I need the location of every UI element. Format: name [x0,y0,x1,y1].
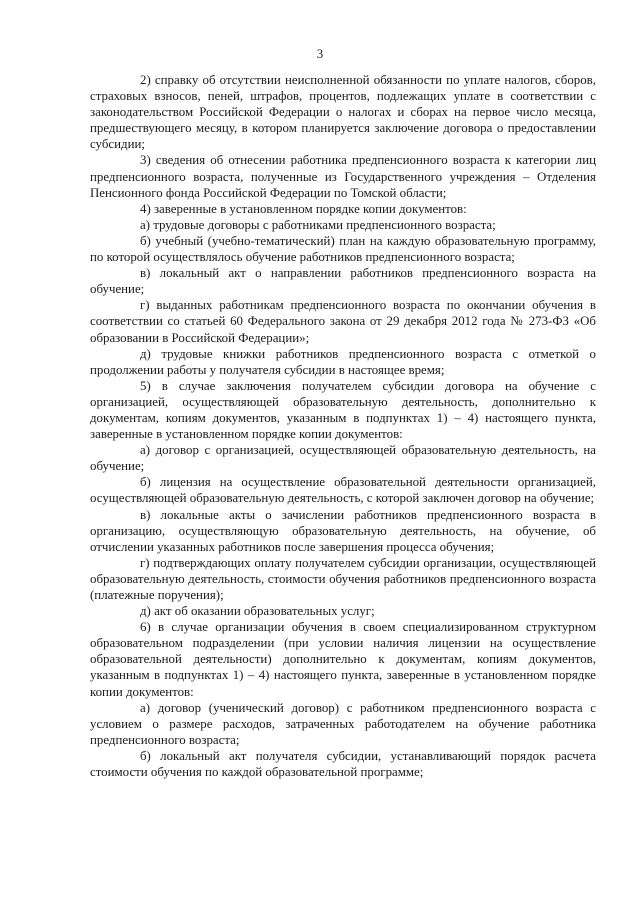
paragraph-subitem-4a: а) трудовые договоры с работниками предпенсионного возраста; [140,217,496,232]
paragraph-subitem-4b: б) учебный (учебно-тематический) план на каждую образовательную программу, по которой осуществлялось обучение работников предпенсионного возраста; [90,233,596,265]
paragraph-subitem-6b: б) локальный акт получателя субсидии, устанавливающий порядок расчета стоимости обучения по каждой образовательной программе; [90,748,596,780]
paragraph-subitem-5d: д) акт об оказании образовательных услуг; [140,604,375,619]
paragraph-subitem-5g: г) подтверждающих оплату получателем субсидии организации, осуществляющей образовательную деятельность, стоимости обучения работников предпенсионного возраста (платежные поручения); [90,555,596,602]
paragraph-subitem-5b: б) лицензия на осуществление образовательной деятельности организацией, осуществляющей образовательную деятельность, с которой заключен договор на обучение; [90,475,596,506]
paragraph-subitem-5a: а) договор с организацией, осуществляющей образовательную деятельность, на обучение; [90,443,596,474]
paragraph-item-3: 3) сведения об отнесении работника предпенсионного возраста к категории лиц предпенсионного возраста, полученные из Государственного учреждения – Отделения Пенсионного фонда Российской Федерации по Томской области; [90,153,596,200]
paragraph-item-5: 5) в случае заключения получателем субсидии договора на обучение с организацией, осуществляющей образовательную деятельность, дополнительно к документам, копиям документов, указанным в подпунктах 1) – 4) настоящего пункта, заверенные в установленном порядке копии документов: [90,378,596,442]
paragraph-subitem-4g: г) выданных работникам предпенсионного возраста по окончании обучения в соответствии со статьей 60 Федерального закона от 29 декабря 2012 года № 273-ФЗ «Об образовании в Российской Федерации»; [90,298,596,345]
paragraph-subitem-5v: в) локальные акты о зачислении работников предпенсионного возраста в организацию, осуществляющую образовательную деятельность, на обучение, об отчислении указанных работников после завершения процесса обучения; [90,507,596,554]
paragraph-item-4: 4) заверенные в установленном порядке копии документов: [140,201,467,216]
page-number: 3 [316,47,324,61]
paragraph-subitem-4d: д) трудовые книжки работников предпенсионного возраста с отметкой о продолжении работы у получателя субсидии в настоящее время; [90,346,596,377]
paragraph-item-2: 2) справку об отсутствии неисполненной обязанности по уплате налогов, сборов, страховых взносов, пеней, штрафов, процентов, подлежащих уплате в соответствии с законодательством Российской Федерации о налогах и сборах на первое число месяца, предшествующего месяцу, в котором планируется заключение договора о предоставлении субсидии; [90,73,596,152]
paragraph-subitem-6a: а) договор (ученический договор) с работником предпенсионного возраста с условием о размере расходов, затраченных работодателем на обучение работника предпенсионного возраста; [90,700,596,747]
paragraph-subitem-4v: в) локальный акт о направлении работников предпенсионного возраста на обучение; [90,266,596,297]
paragraph-item-6: 6) в случае организации обучения в своем специализированном структурном образовательном подразделении (при условии наличия лицензии на осуществление образовательной деятельности) дополнительно к документам, копиям документов, указанным в подпунктах 1) – 4) настоящего пункта, заверенные в установленном порядке копии документов: [90,620,596,699]
document-body [90,72,596,780]
